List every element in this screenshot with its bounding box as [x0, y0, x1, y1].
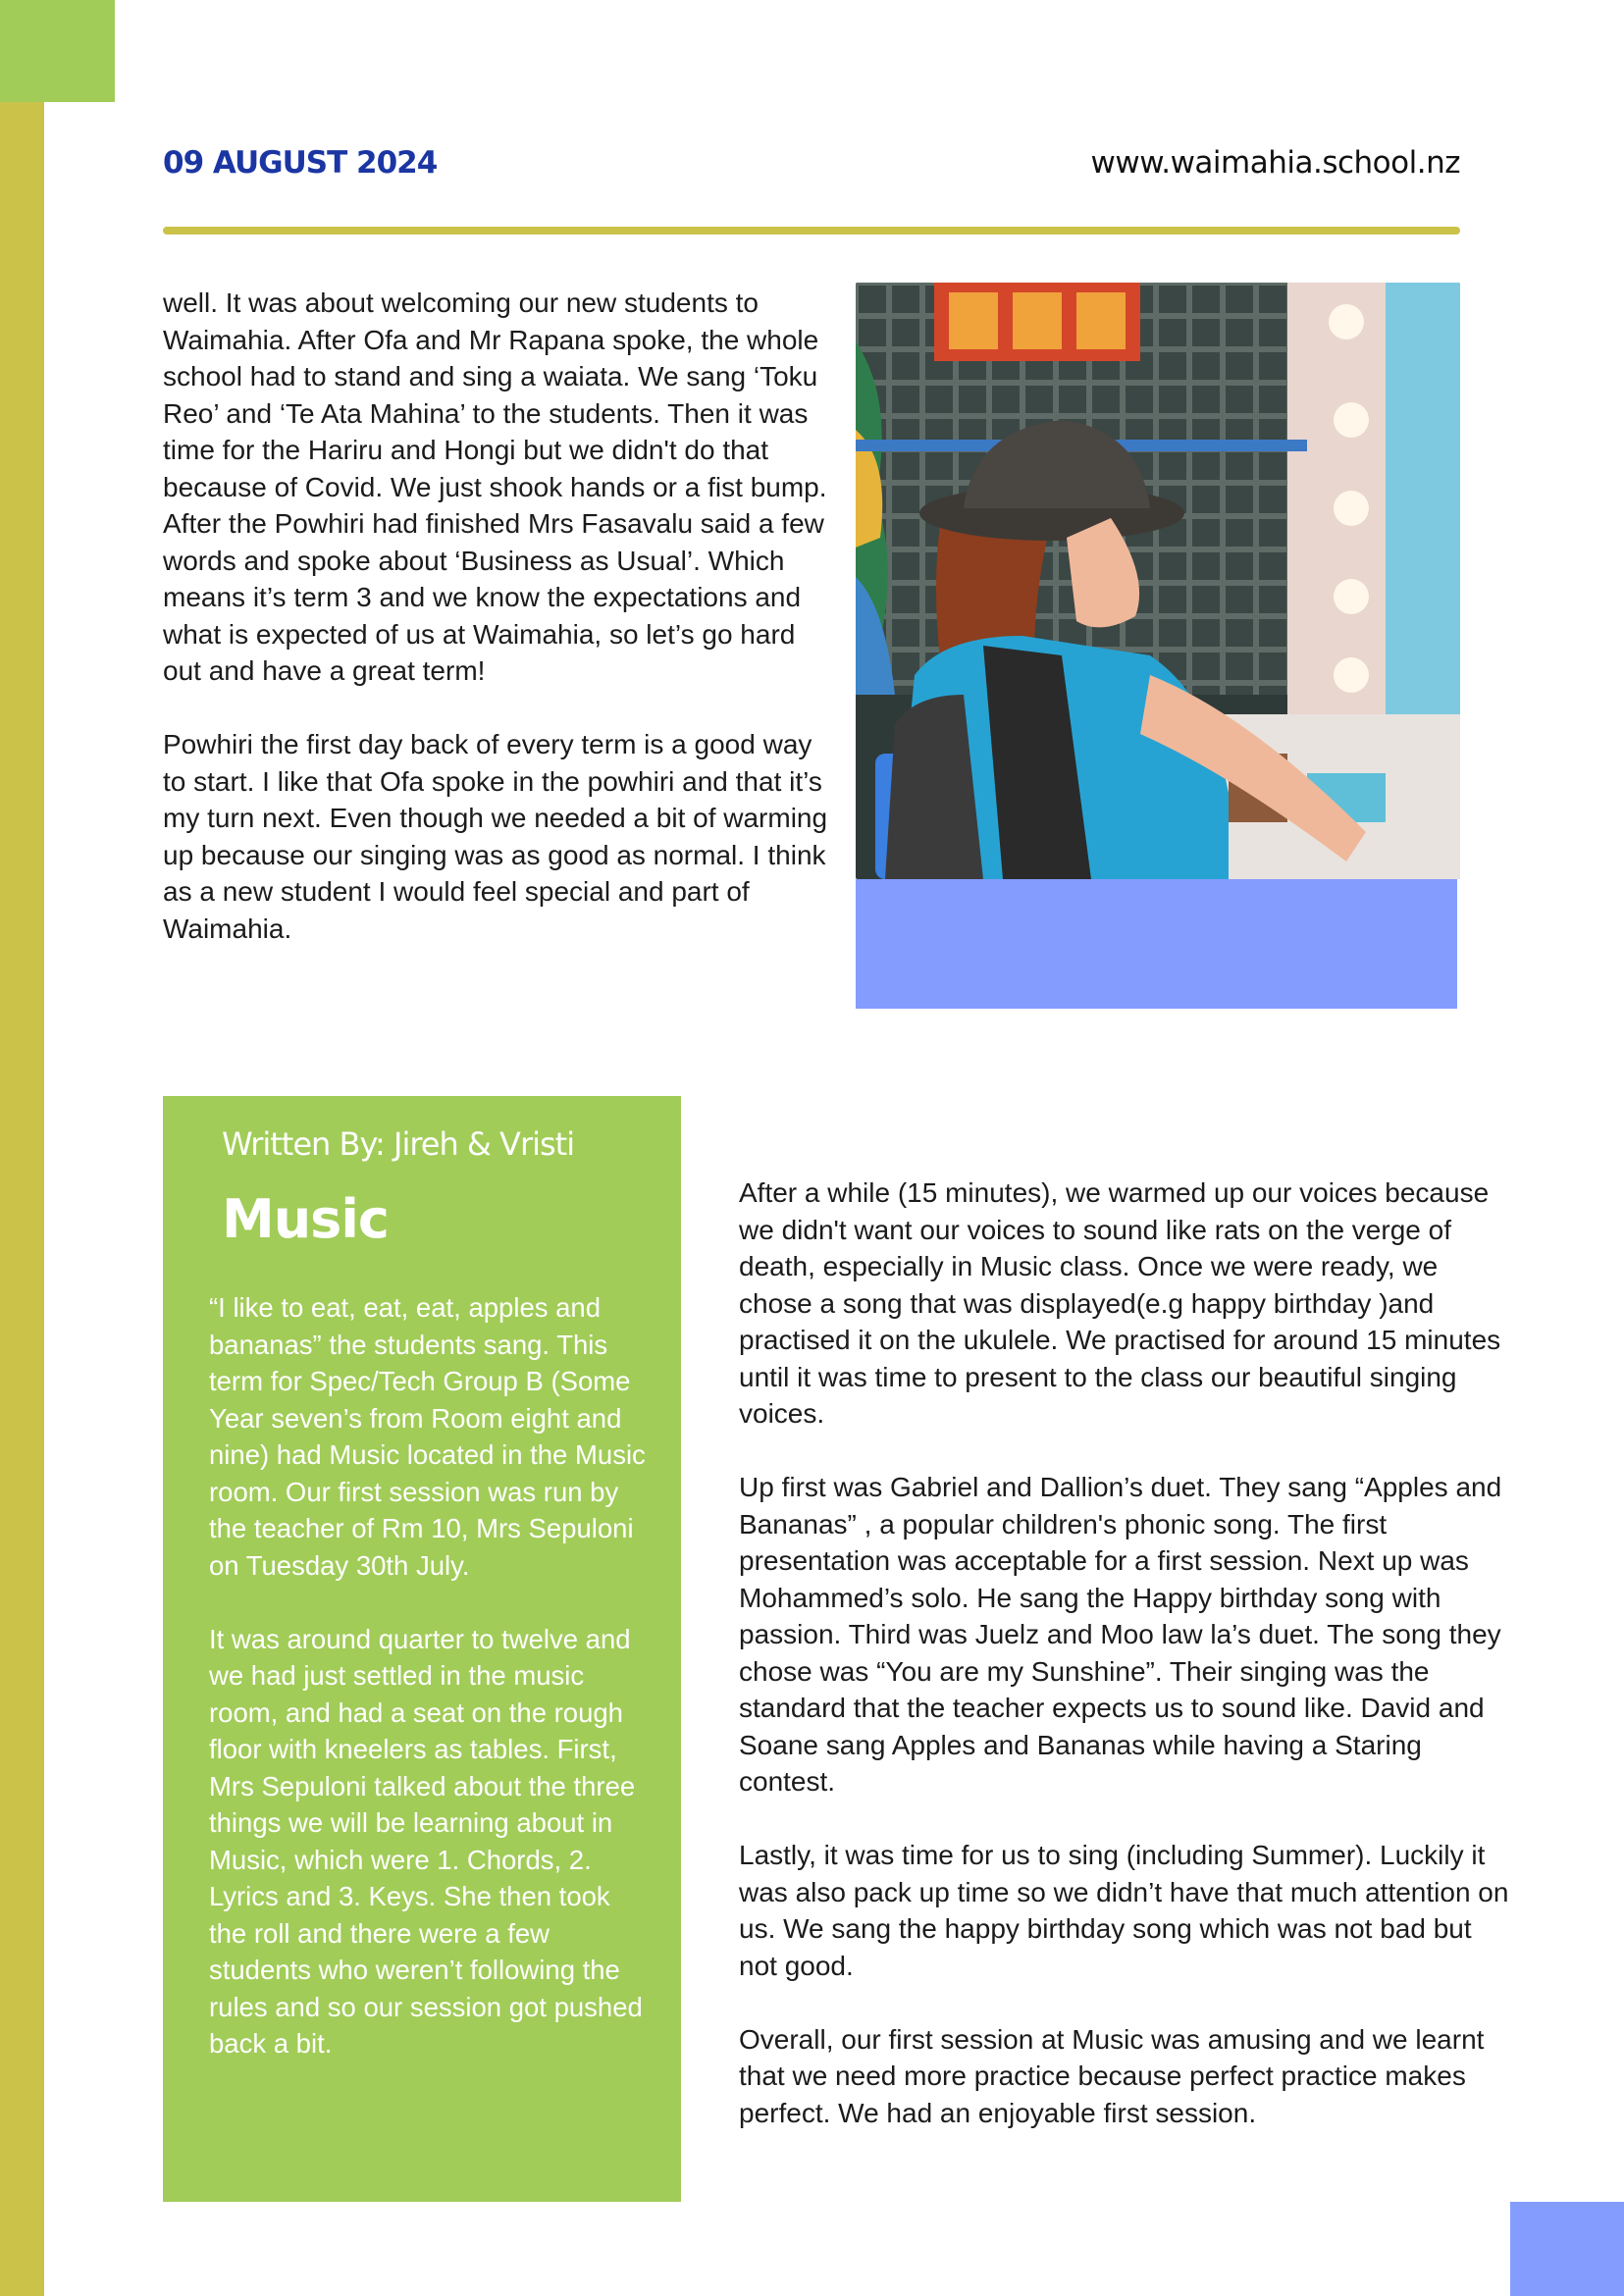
powhiri-article — [163, 285, 830, 984]
music-paragraph: After a while (15 minutes), we warmed up our voices because we didn't want our voices to sound like rats on the verge of death, especially in Music class. Once we were ready, we chose a song that was displayed(e.g happy birthday )and practised it on the ukulele. We practised for around 15 minutes until it was time to present to the class our beautiful singing voices. — [739, 1177, 1501, 1429]
bottom-right-corner-block — [1510, 2202, 1624, 2296]
school-website: www.waimahia.school.nz — [1090, 145, 1460, 181]
music-paragraph: “I like to eat, eat, eat, apples and bananas” the students sang. This term for Spec/Tech Group B (Some Year seven’s from Room eight and nine) had Music located in the Music room. Our first session was run by the teacher of Rm 10, Mrs Sepuloni on Tuesday 30th July. — [209, 1292, 646, 1581]
powhiri-paragraph: well. It was about welcoming our new students to Waimahia. After Ofa and Mr Rapana spoke, the whole school had to stand and sing a waiata. We sang ‘Toku Reo’ and ‘Te Ata Mahina’ to the students. Then it was time for the Hariru and Hongi but we didn't do that because of Covid. We just shook hands or a fist bump. After the Powhiri had finished Mrs Fasavalu said a few words and spoke about ‘Business as Usual’. Which means it’s term 3 and we know the expectations and what is expected of us at Waimahia, so let’s go hard out and have a great term! — [163, 287, 827, 686]
music-sidebar — [163, 1096, 681, 2202]
music-paragraph: Overall, our first session at Music was amusing and we learnt that we need more practice because perfect practice makes perfect. We had an enjoyable first session. — [739, 2023, 1485, 2128]
music-sidebar-text — [209, 1289, 651, 2099]
section-title: Music — [222, 1188, 389, 1250]
music-article-continued — [739, 1174, 1514, 2168]
powhiri-paragraph: Powhiri the first day back of every term is a good way to start. I like that Ofa spoke in the powhiri and that it’s my turn next. Even though we needed a bit of warming up because our singing was as good as normal. I think as a new student I would feel special and part of Waimahia. — [163, 729, 828, 944]
music-paragraph: Up first was Gabriel and Dallion’s duet. They sang “Apples and Bananas” , a popular children's phonic song. The first presentation was acceptable for a first session. Next up was Mohammed’s solo. He sang the Happy birthday song with passion. Third was Juelz and Moo law la’s duet. The song they chose was “You are my Sunshine”. Their singing was the standard that the teacher expects us to sound like. David and Soane sang Apples and Bananas while having a Staring contest. — [739, 1472, 1502, 1797]
student-photo — [856, 283, 1460, 879]
music-paragraph: It was around quarter to twelve and we had just settled in the music room, and had a seat on the rough floor with kneelers as tables. First, Mrs Sepuloni talked about the three things we will be learning about in Music, which were 1. Chords, 2. Lyrics and 3. Keys. She then took the roll and there were a few students who weren’t following the rules and so our session got pushed back a bit. — [209, 1623, 643, 2059]
header-divider — [163, 227, 1460, 235]
photo-caption-block — [856, 879, 1457, 1009]
article-byline: Written By: Jireh & Vristi — [222, 1125, 575, 1163]
music-paragraph: Lastly, it was time for us to sing (including Summer). Luckily it was also pack up time so we didn’t have that much attention on us. We sang the happy birthday song which was not bad but not good. — [739, 1840, 1509, 1981]
top-left-corner-block — [0, 0, 115, 102]
left-accent-stripe — [0, 0, 44, 2296]
issue-date: 09 AUGUST 2024 — [163, 145, 438, 181]
